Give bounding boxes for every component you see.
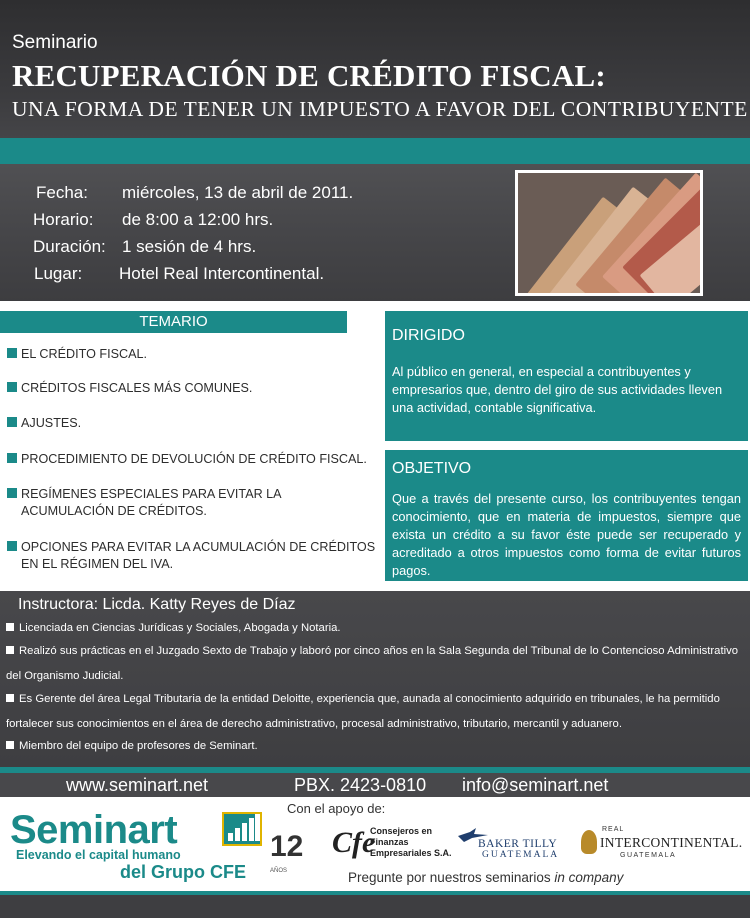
bullet-square-icon: [6, 741, 14, 749]
instructor-bullet: Realizó sus prácticas en el Juzgado Sexto de Trabajo y laboró por cinco años en la Sala Segunda del Tribunal de lo Contencioso Administrativo del Organismo Judicial.: [6, 645, 739, 682]
header-banner: [0, 0, 750, 138]
bullet-square-icon: [7, 417, 17, 427]
instructor-bullet: Miembro del equipo de profesores de Seminart.: [6, 734, 742, 759]
dirigido-box: [385, 311, 748, 441]
website-link[interactable]: www.seminart.net: [66, 775, 209, 795]
baker-tilly-location: GUATEMALA: [482, 850, 560, 860]
temario-item: PROCEDIMIENTO DE DEVOLUCIÓN DE CRÉDITO FISCAL.: [7, 451, 379, 468]
info-value: Hotel Real Intercontinental.: [119, 264, 325, 283]
banknotes-photo: [515, 170, 703, 296]
bullet-square-icon: [6, 623, 14, 631]
bullet-square-icon: [7, 541, 17, 551]
bullet-square-icon: [6, 694, 14, 702]
temario-item: EL CRÉDITO FISCAL.: [7, 346, 367, 363]
baker-tilly-logo: BAKER TILLY: [478, 838, 558, 850]
cfe-logo: Cfe: [332, 826, 376, 859]
phone-number: PBX. 2423-0810: [294, 775, 427, 795]
seminar-subtitle: UNA FORMA DE TENER UN IMPUESTO A FAVOR DEL CONTRIBUYENTE: [12, 97, 748, 121]
objetivo-body: Que a través del presente curso, los contribuyentes tengan conocimiento, que en materia de impuestos, siempre que exista un crédito a su favor éste puede ser recuperado y acreditado a otros impuestos como forma de evitar futuros pagos.: [392, 491, 741, 578]
seminart-group: del Grupo CFE: [120, 862, 246, 882]
info-value: 1 sesión de 4 hrs.: [122, 237, 257, 256]
intercontinental-crest-icon: [581, 830, 597, 854]
instructor-name: Instructora: Licda. Katty Reyes de Díaz: [18, 596, 296, 613]
footer-bottom-band: [0, 891, 750, 895]
bullet-square-icon: [6, 646, 14, 654]
years-badge: 12: [270, 830, 304, 863]
intercontinental-location: GUATEMALA: [620, 852, 677, 859]
temario-item: REGÍMENES ESPECIALES PARA EVITAR LA ACUMULACIÓN DE CRÉDITOS.: [7, 486, 292, 520]
objetivo-box: [385, 450, 748, 581]
info-value: miércoles, 13 de abril de 2011.: [122, 183, 354, 202]
seminar-title: RECUPERACIÓN DE CRÉDITO FISCAL:: [12, 58, 606, 93]
bullet-square-icon: [7, 453, 17, 463]
temario-heading: TEMARIO: [0, 311, 347, 333]
info-key: Horario:: [33, 210, 94, 229]
instructor-panel: [0, 591, 750, 767]
temario-item: CRÉDITOS FISCALES MÁS COMUNES.: [7, 380, 367, 397]
seminart-logo: Seminart: [10, 808, 178, 852]
dirigido-heading: DIRIGIDO: [392, 327, 465, 344]
email-link[interactable]: info@seminart.net: [462, 775, 609, 795]
info-key: Lugar:: [34, 264, 83, 283]
instructor-bullet: Licenciada en Ciencias Jurídicas y Sociales, Abogada y Notaria.: [6, 616, 742, 641]
bullet-square-icon: [7, 348, 17, 358]
years-label: AÑOS: [270, 868, 288, 874]
info-value: de 8:00 a 12:00 hrs.: [122, 210, 274, 229]
intercontinental-logo: INTERCONTINENTAL.: [600, 835, 743, 850]
objetivo-heading: OBJETIVO: [392, 460, 472, 477]
support-label: Con el apoyo de:: [287, 801, 386, 816]
teal-divider: [0, 138, 750, 164]
temario-item: AJUSTES.: [7, 415, 367, 432]
contact-bar: [0, 773, 750, 797]
bullet-square-icon: [7, 382, 17, 392]
in-company-note: Pregunte por nuestros seminarios in company: [348, 870, 624, 885]
seminart-tagline: Elevando el capital humano: [16, 848, 181, 862]
dirigido-body: Al público en general, en especial a contribuyentes y empresarios que, dentro del giro de sus actividades lleven una actividad, contable significativa.: [392, 364, 723, 415]
footer-bottom-bar: [0, 891, 750, 918]
info-key: Duración:: [33, 237, 106, 256]
bullet-square-icon: [7, 488, 17, 498]
info-key: Fecha:: [36, 183, 88, 202]
seminar-label: Seminario: [12, 32, 98, 53]
cfe-name: Consejeros en Finanzas Empresariales S.A.: [370, 826, 452, 858]
bar-chart-icon: [222, 812, 262, 846]
temario-item: OPCIONES PARA EVITAR LA ACUMULACIÓN DE CRÉDITOS EN EL RÉGIMEN DEL IVA.: [7, 539, 379, 573]
instructor-bullet: Es Gerente del área Legal Tributaria de la entidad Deloitte, experiencia que, aunada al conocimiento adquirido en tribunales, le ha permitido fortalecer sus conocimientos en el área de derecho administrativo, procesal administrativo, tributario, mercantil y aduanero.: [6, 693, 720, 730]
intercontinental-real: REAL: [602, 826, 625, 833]
